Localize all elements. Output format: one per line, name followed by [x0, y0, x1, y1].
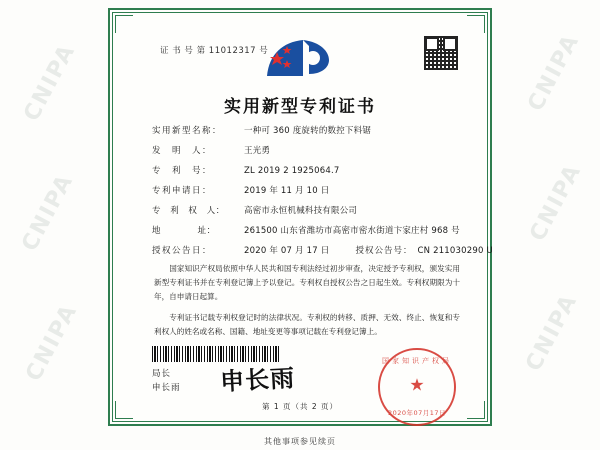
paragraph-1: 国家知识产权局依照中华人民共和国专利法经过初步审查，决定授予专利权，颁发实用新型专利证书并在专利登记簿上予以登记。专利权自授权公告之日起生效。专利权期限为十年，自申请日起算。 [154, 264, 460, 302]
official-seal [378, 348, 456, 426]
cnipa-logo-icon [263, 34, 337, 80]
corner-ornament-top-left [115, 15, 133, 33]
field-value: ZL 2019 2 1925064.7 [244, 166, 340, 177]
field-value: 王光勇 [244, 146, 271, 157]
watermark-right-1: CNIPA [523, 29, 585, 116]
field-label: 地 址： [152, 226, 216, 237]
field-value-grant-date: 2020 年 07 月 17 日 [244, 246, 330, 257]
certificate-paper [108, 8, 492, 426]
field-row-patentee [152, 206, 462, 217]
watermark-right-3: CNIPA [521, 289, 583, 376]
field-row-address [152, 226, 462, 237]
field-row-application-date [152, 186, 462, 197]
corner-ornament-top-right [467, 15, 485, 33]
field-row-utility-model-name [152, 126, 462, 137]
watermark-left-2: CNIPA [17, 169, 79, 256]
watermark-left-1: CNIPA [19, 39, 81, 126]
footer-note: 其他事项参见续页 [264, 437, 336, 446]
field-label: 专利申请日： [152, 186, 213, 197]
director-name: 申长雨 [152, 382, 181, 393]
field-value: 2019 年 11 月 10 日 [244, 186, 330, 197]
seal-star-icon: ★ [409, 375, 425, 396]
page-title: 实用新型专利证书 [224, 97, 376, 117]
director-block [152, 368, 181, 395]
field-row-grant-announcement [152, 246, 493, 257]
qr-code-icon[interactable] [424, 36, 458, 70]
field-label: 实用新型名称： [152, 126, 223, 136]
watermark-right-2: CNIPA [525, 159, 587, 246]
director-title: 局长 [152, 369, 172, 379]
signature: 申长雨 [219, 363, 296, 396]
watermark-left-3: CNIPA [21, 299, 83, 386]
paragraph-2: 专利证书记载专利权登记时的法律状况。专利权的转移、质押、无效、终止、恢复和专利权人的姓名或名称、国籍、地址变更等事项记载在专利登记簿上。 [154, 313, 460, 337]
field-label: 专 利 权 人： [152, 206, 225, 217]
field-value: 一种可 360 度旋转的数控下料锯 [244, 126, 372, 136]
field-label: 发 明 人： [152, 146, 213, 157]
field-label-grant-date: 授权公告日： [152, 246, 213, 257]
certificate-number: 证 书 号 第 11012317 号 [160, 46, 269, 56]
body-text [154, 262, 460, 346]
field-value-grant-number: CN 211030290 U [417, 246, 493, 257]
field-label: 专 利 号： [152, 166, 213, 177]
seal-bottom-text: 2020年07月17日 [387, 409, 447, 417]
fields-list [152, 126, 493, 266]
field-value: 高密市永恒机械科技有限公司 [244, 206, 358, 217]
seal-top-text: 国家知识产权局 [382, 357, 452, 365]
field-row-inventor [152, 146, 462, 157]
page-number: 第 1 页（共 2 页） [261, 402, 339, 411]
field-label-grant-number: 授权公告号： [355, 246, 413, 257]
field-row-patent-number [152, 166, 462, 177]
field-value: 261500 山东省潍坊市高密市密水街道卞家庄村 968 号 [244, 226, 460, 237]
